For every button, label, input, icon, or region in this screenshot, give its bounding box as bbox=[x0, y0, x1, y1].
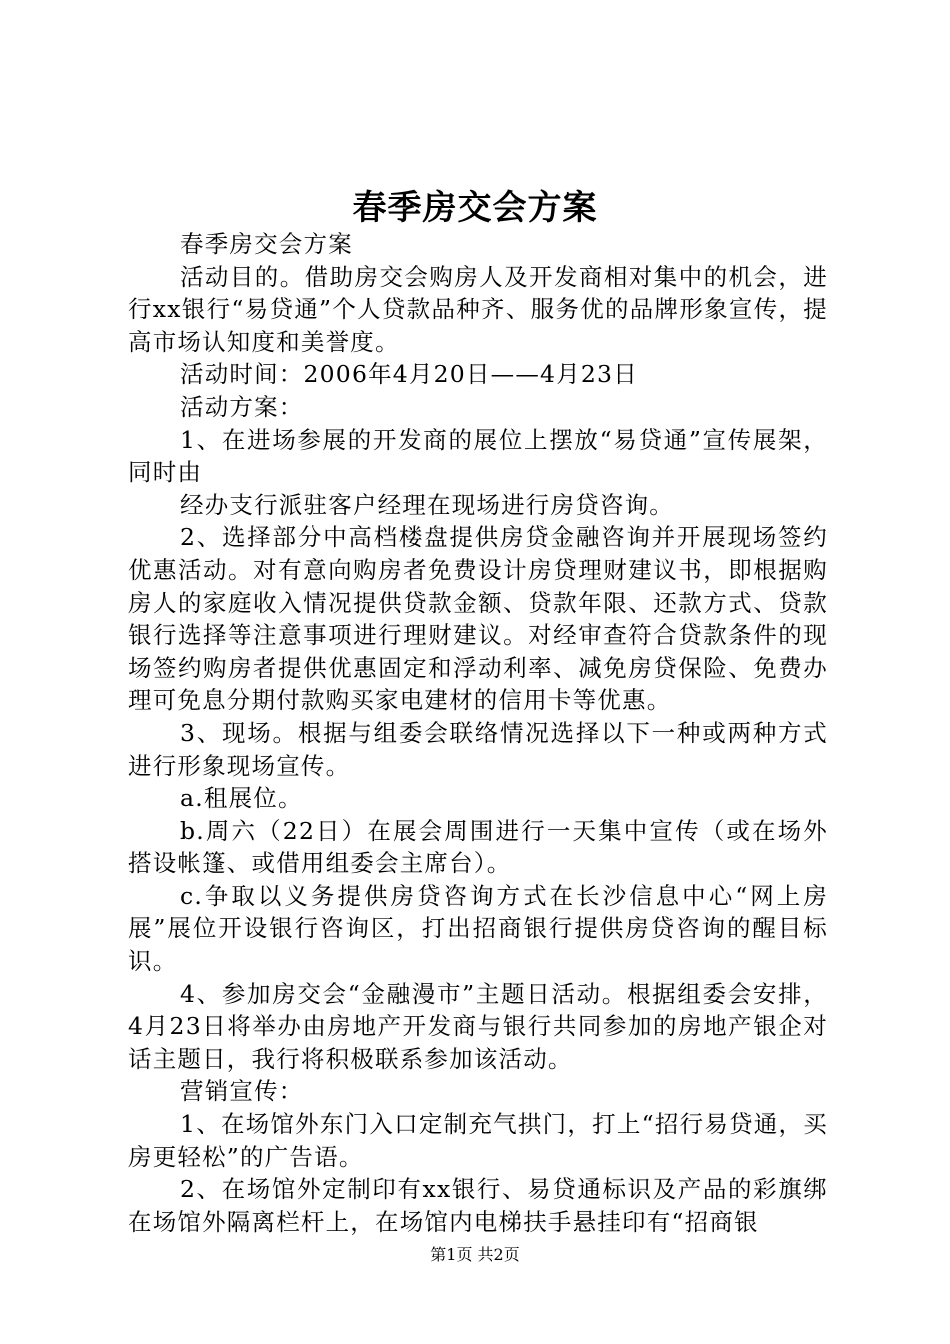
paragraph-marketing-2: 2、在场馆外定制印有xx银行、易贷通标识及产品的彩旗绑在场馆外隔离栏杆上，在场馆内电梯扶手悬挂印有“招商银 bbox=[128, 1175, 828, 1236]
page-footer: 第1页 共2页 bbox=[430, 1245, 520, 1264]
paragraph-marketing-heading: 营销宣传： bbox=[180, 1077, 304, 1106]
paragraph-subtitle: 春季房交会方案 bbox=[180, 230, 353, 258]
paragraph-time: 活动时间：2006年4月20日——4月23日 bbox=[180, 360, 638, 389]
paragraph-plan-3b: b.周六（22日）在展会周围进行一天集中宣传（或在场外搭设帐篷、或借用组委会主席台）。 bbox=[128, 816, 828, 878]
paragraph-plan-3a: a.租展位。 bbox=[180, 784, 303, 813]
paragraph-purpose: 活动目的。借助房交会购房人及开发商相对集中的机会，进行xx银行“易贷通”个人贷款品种齐、服务优的品牌形象宣传，提高市场认知度和美誉度。 bbox=[128, 262, 828, 356]
paragraph-plan-4: 4、参加房交会“金融漫市”主题日活动。根据组委会安排，4月23日将举办由房地产开发商与银行共同参加的房地产银企对话主题日，我行将积极联系参加该活动。 bbox=[128, 979, 828, 1073]
document-body bbox=[128, 228, 828, 1238]
document-title: 春季房交会方案 bbox=[352, 188, 598, 228]
paragraph-plan-1b: 经办支行派驻客户经理在现场进行房贷咨询。 bbox=[180, 490, 674, 519]
paragraph-plan-3c: c.争取以义务提供房贷咨询方式在长沙信息中心“网上房展”展位开设银行咨询区，打出招商银行提供房贷咨询的醒目标识。 bbox=[128, 881, 828, 976]
paragraph-plan-heading: 活动方案： bbox=[180, 392, 304, 421]
paragraph-plan-1a: 1、在进场参展的开发商的展位上摆放“易贷通”宣传展架，同时由 bbox=[128, 425, 828, 487]
paragraph-plan-2: 2、选择部分中高档楼盘提供房贷金融咨询并开展现场签约优惠活动。对有意向购房者免费设计房贷理财建议书，即根据购房人的家庭收入情况提供贷款金额、贷款年限、还款方式、贷款银行选择等注意事项进行理财建议。对经审查符合贷款条件的现场签约购房者提供优惠固定和浮动利率、减免房贷保险、免费办理可免息分期付款购买家电建材的信用卡等优惠。 bbox=[128, 523, 828, 715]
paragraph-marketing-1: 1、在场馆外东门入口定制充气拱门，打上“招行易贷通，买房更轻松”的广告语。 bbox=[128, 1110, 828, 1171]
paragraph-plan-3: 3、现场。根据与组委会联络情况选择以下一种或两种方式进行形象现场宣传。 bbox=[128, 718, 828, 780]
